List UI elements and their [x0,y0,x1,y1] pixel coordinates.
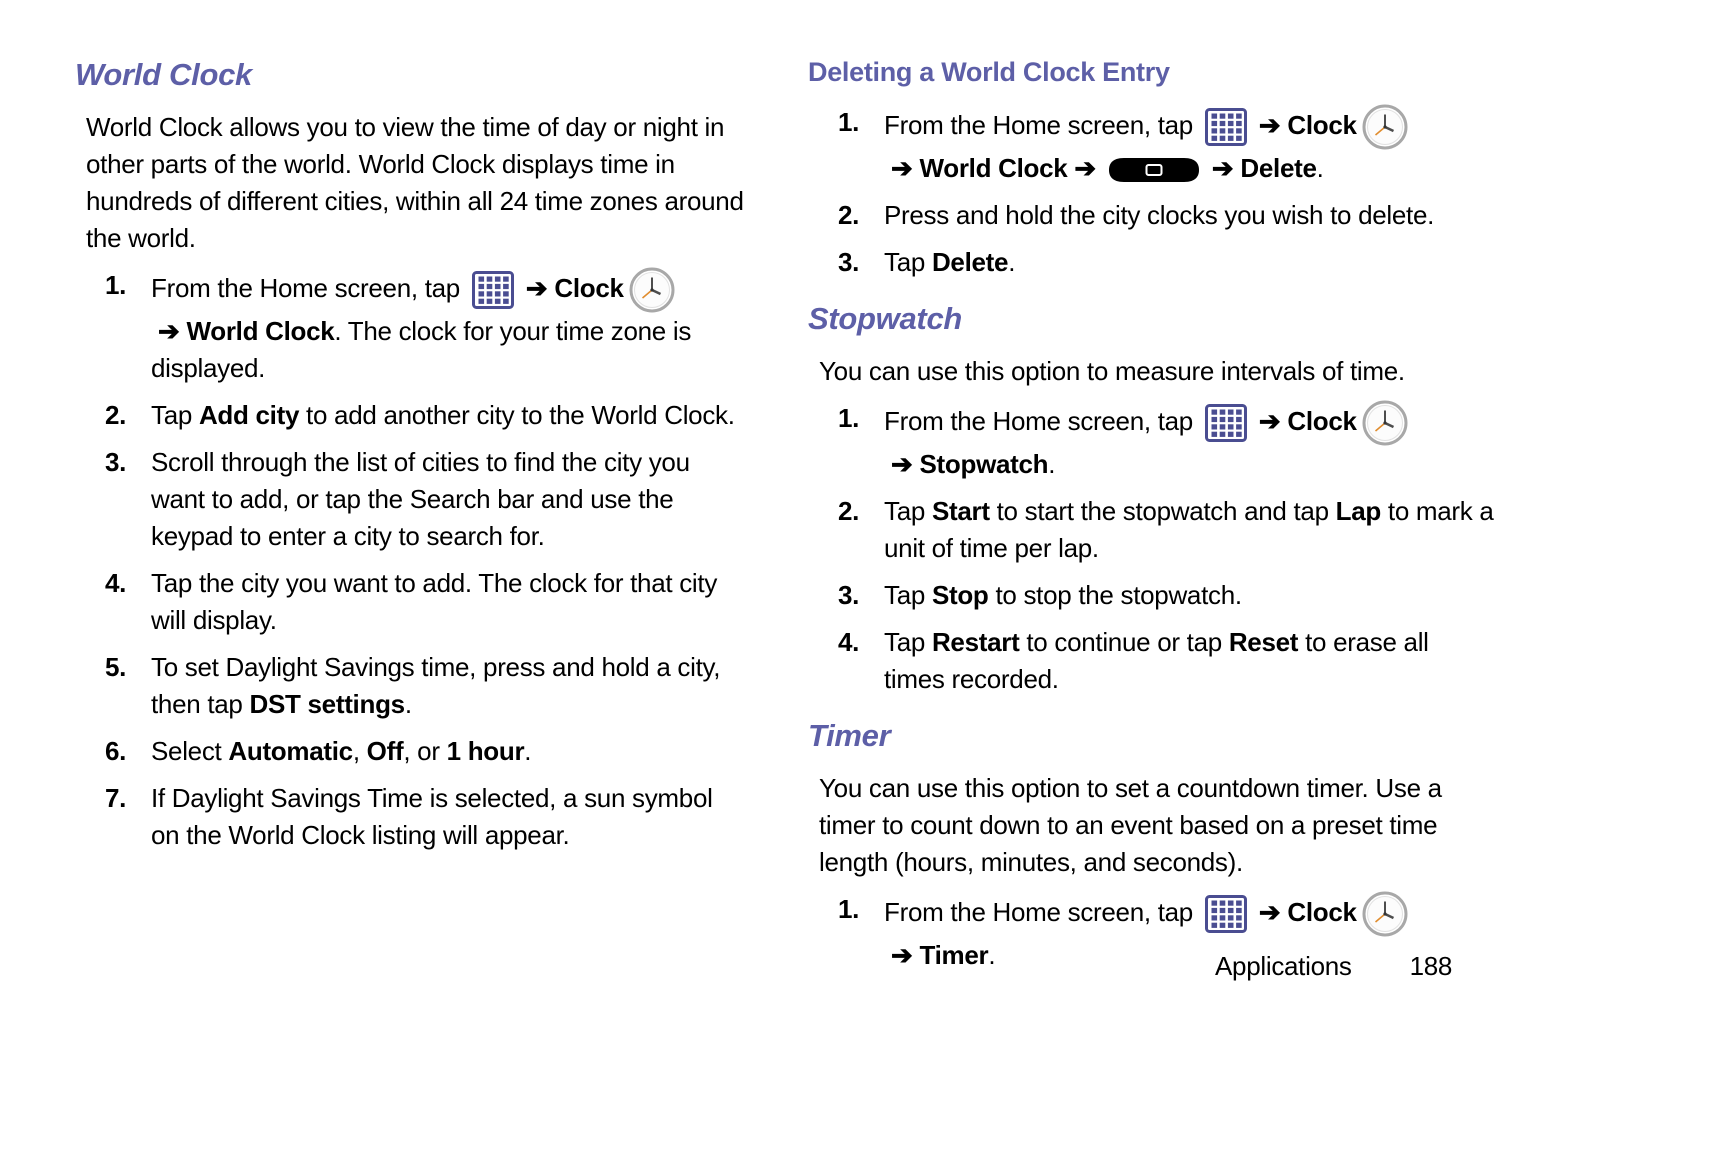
footer-page-number: 188 [1409,951,1453,981]
text-run: From the Home screen, tap [884,109,1200,140]
clock-icon [629,267,675,313]
section-heading: Timer [808,718,891,753]
text-run: Tap [884,247,932,277]
text-run: to add another city to the World Clock. [299,400,735,430]
bold-text: DST settings [249,689,405,719]
bold-text: Clock [1287,405,1357,436]
step-number: 7. [105,783,127,813]
text-run: Tap [884,580,932,610]
text-run: From the Home screen, tap [884,405,1200,436]
step-item [75,565,747,639]
arrow-glyph: ➔ [891,153,913,183]
step-number: 2. [105,400,127,430]
step-item [75,649,747,723]
step-item [808,400,1496,483]
text-run: . [1008,247,1016,277]
arrow-glyph: ➔ [1211,153,1234,183]
text-run: Tap [151,400,199,430]
step-item [808,577,1496,614]
text-run: . [1048,449,1056,479]
bold-text: Clock [1287,109,1357,140]
text-run: From the Home screen, tap [884,896,1200,927]
text-run: From the Home screen, tap [151,272,467,303]
arrow-glyph: ➔ [1258,405,1281,436]
bold-text: Timer [919,940,989,970]
clock-icon [1362,891,1408,937]
step-item [808,244,1496,281]
text-run: to continue or tap [1019,627,1229,657]
bold-text: 1 hour [446,736,525,766]
bold-text: Add city [198,400,300,430]
step-number: 3. [838,580,860,610]
apps-grid-icon [472,271,514,309]
arrow-glyph: ➔ [891,449,913,479]
section-heading: Deleting a World Clock Entry [808,57,1170,87]
step-item [75,780,747,854]
text-run: Tap [884,496,932,526]
bold-text: Clock [1287,896,1357,927]
text-run: to mark a unit of time per lap. [884,496,1494,563]
text-run: , [352,736,367,766]
steps-list [808,400,1496,698]
step-text [151,444,747,555]
clock-icon [1362,400,1408,446]
steps-list [808,104,1496,281]
arrow-glyph: ➔ [1258,896,1281,927]
text-run: Press and hold the city clocks you wish to delete. [884,200,1435,230]
step-text [151,649,747,723]
step-number: 3. [105,447,127,477]
bold-text: Start [931,496,990,526]
bold-text: Off [366,736,404,766]
text-run: If Daylight Savings Time is selected, a sun symbol on the World Clock listing will appear. [151,783,713,850]
text-run: . The clock for your time zone is displayed. [151,316,692,383]
text-run: . [1316,153,1324,183]
step-text [151,267,747,387]
step-number: 3. [838,247,860,277]
arrow-glyph: ➔ [891,940,913,970]
step-item [75,733,747,770]
text-run: . [404,689,412,719]
text-run: to erase all times recorded. [884,627,1429,694]
step-number: 1. [838,894,860,924]
apps-grid-icon [1205,895,1247,933]
step-text [151,733,747,770]
step-text [884,400,1496,483]
arrow-glyph: ➔ [158,316,180,346]
text-run: . [988,940,996,970]
section-intro: You can use this option to set a countdown timer. Use a timer to count down to an event based on a preset time length (hours, minutes, and seconds). [819,773,1442,877]
step-text [884,104,1496,187]
footer-section-label: Applications [1215,951,1352,981]
step-number: 2. [838,200,860,230]
step-text [151,780,747,854]
apps-grid-icon [1205,404,1247,442]
arrow-glyph: ➔ [525,272,548,303]
menu-key-icon [1108,156,1200,184]
step-item [75,267,747,387]
step-text [884,624,1496,698]
step-text [151,565,747,639]
step-number: 1. [838,107,860,137]
bold-text: Restart [931,627,1020,657]
apps-grid-icon [1205,108,1247,146]
bold-text: World Clock [919,153,1068,183]
text-run: Tap the city you want to add. The clock for that city will display. [151,568,718,635]
step-item [808,104,1496,187]
step-number: 2. [838,496,860,526]
bold-text: Delete [1240,153,1317,183]
bold-text: Automatic [228,736,353,766]
step-number: 5. [105,652,127,682]
step-number: 1. [105,270,127,300]
step-text [884,577,1496,614]
bold-text: World Clock [186,316,335,346]
bold-text: Reset [1228,627,1299,657]
text-run: To set Daylight Savings time, press and hold a city, then tap [151,652,721,719]
bold-text: Clock [554,272,624,303]
bold-text: Stopwatch [919,449,1049,479]
section-intro: You can use this option to measure intervals of time. [819,356,1405,386]
right-column [808,57,1496,984]
clock-icon [1362,104,1408,150]
section-heading: World Clock [75,57,252,92]
arrow-glyph: ➔ [1258,109,1281,140]
text-run: to stop the stopwatch. [988,580,1242,610]
bold-text: Lap [1335,496,1381,526]
arrow-glyph: ➔ [1074,153,1096,183]
step-item [808,624,1496,698]
left-column [75,57,747,864]
step-item [808,493,1496,567]
step-number: 4. [105,568,127,598]
section-heading: Stopwatch [808,301,963,336]
step-number: 6. [105,736,127,766]
bold-text: Stop [931,580,989,610]
text-run: Scroll through the list of cities to find the city you want to add, or tap the Search bar and use the keypad to enter a city to search for. [151,447,690,551]
step-text [884,493,1496,567]
text-run: to start the stopwatch and tap [989,496,1336,526]
page-footer [1215,951,1452,982]
bold-text: Delete [931,247,1009,277]
text-run: Select [151,736,229,766]
text-run: , or [403,736,447,766]
step-number: 4. [838,627,860,657]
step-item [75,444,747,555]
step-item [75,397,747,434]
step-text [884,197,1496,234]
step-text [884,244,1496,281]
section-intro: World Clock allows you to view the time of day or night in other parts of the world. World Clock displays time in hundreds of different cities, within all 24 time zones around the world. [86,112,744,253]
step-text [151,397,747,434]
text-run: Tap [884,627,932,657]
step-item [808,197,1496,234]
steps-list [75,267,747,854]
step-number: 1. [838,403,860,433]
text-run: . [524,736,532,766]
